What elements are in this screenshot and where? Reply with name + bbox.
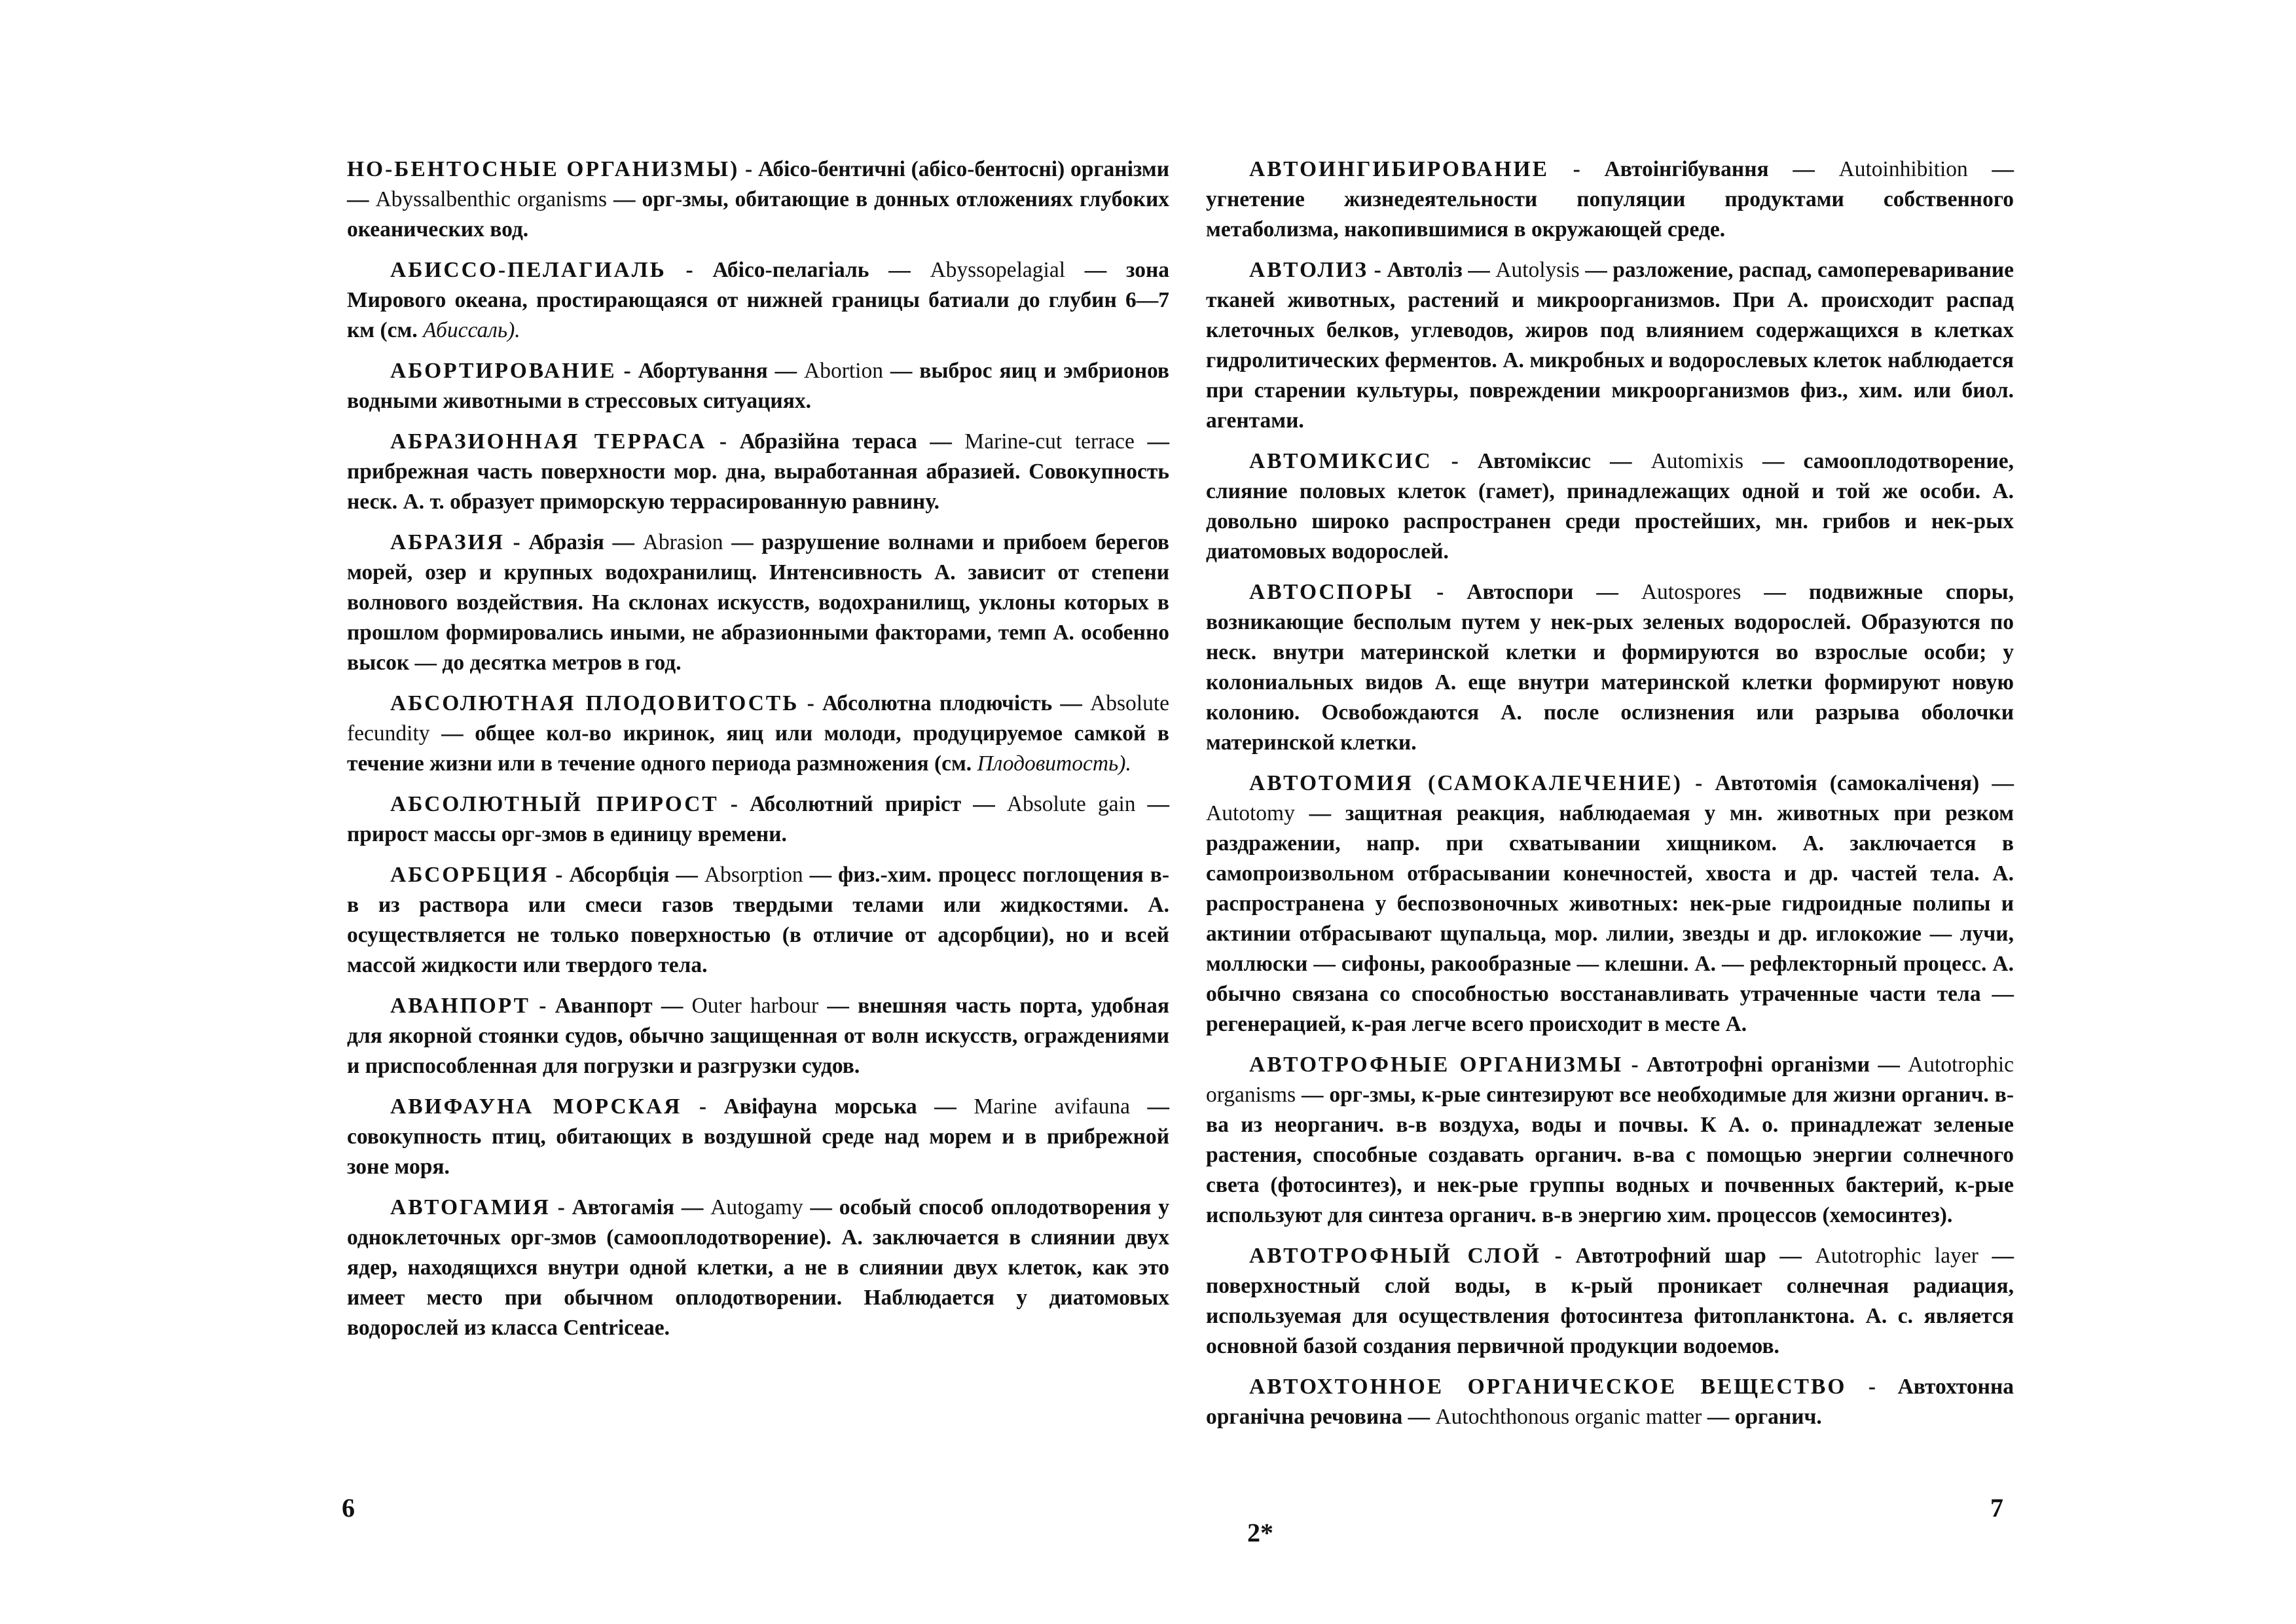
entry-english: Autotomy	[1206, 801, 1295, 825]
entry-english: Absolute gain	[1006, 792, 1136, 816]
entry-ukrainian: Автоліз	[1387, 258, 1463, 282]
entry-term: АБСОЛЮТНЫЙ ПРИРОСТ	[390, 792, 719, 816]
entry-cross-reference: Абиссаль).	[423, 318, 520, 342]
entry-term: АВТОТОМИЯ (САМОКАЛЕЧЕНИЕ)	[1249, 771, 1683, 795]
entry-term: АБРАЗИОННАЯ ТЕРРАСА	[390, 429, 707, 454]
entry-term: АВТОГАМИЯ	[390, 1195, 551, 1219]
entry-term: АБСОРБЦИЯ	[390, 863, 549, 887]
entry-english: Autoinhibition	[1838, 157, 1968, 181]
entry-definition: зона Мирового океана, простирающаяся от нижней границы батиали до глубин 6—7 км (см.	[347, 258, 1170, 342]
entry-english: Autolysis	[1495, 258, 1580, 282]
entry-english: Automixis	[1650, 449, 1744, 473]
dictionary-entry: НО-БЕНТОСНЫЕ ОРГАНИЗМЫ) - Абісо-бентичні (абісо-бентосні) організми — Abyssalbenthic organisms — орг-змы, обитающие в донных отложениях глубоких океанических вод.	[347, 157, 1170, 242]
entry-english: Absorption	[704, 863, 803, 887]
entry-definition: общее кол-во икринок, яиц или молоди, продуцируемое самкой в течение жизни или в течение одного периода размножения (см.	[347, 721, 1170, 776]
entry-definition: орг-змы, к-рые синтезируют все необходимые для жизни органич. в-ва из неорганич. в-в воздуха, воды и почвы. К А. о. принадлежат зеленые растения, способные создавать органич. в-ва с помощью энергии солнечного света (фотосинтез), и нек-рые группы водных и почвенных бактерий, к-рые используют для синтеза органич. в-в энергию хим. процессов (хемосинтез).	[1206, 1083, 2014, 1227]
entry-ukrainian: Абісо-пелагіаль	[712, 258, 869, 282]
entry-english: Abrasion	[642, 530, 723, 554]
page-number-left: 6	[342, 1493, 355, 1523]
entry-term: АВТОЛИЗ	[1249, 258, 1369, 282]
entry-english: Marine avifauna	[974, 1094, 1130, 1119]
right-column	[1206, 154, 2014, 1443]
entry-definition: особый способ оплодотворения у одноклеточных орг-змов (самооплодотворение). А. заключается в слиянии двух ядер, находящихся внутри одной клетки, а не в слиянии двух клеток, как это имеет место при обычном оплодотворении. Наблюдается у диатомовых водорослей из класса Centriceae.	[347, 1195, 1170, 1340]
entry-english: Marine-cut terrace	[964, 429, 1135, 454]
entry-term: АБСОЛЮТНАЯ ПЛОДОВИТОСТЬ	[390, 691, 799, 715]
entry-definition: разложение, распад, самопереваривание тканей животных, растений и микроорганизмов. При А. происходит распад клеточных белков, углеводов, жиров под влиянием содержащихся в клетках гидролитических ферментов. А. микробных и водорослевых клеток наблюдается при старении культуры, повреждении микроорганизмов физ., хим. или биол. агентами.	[1206, 258, 2014, 433]
entry-term: АБРАЗИЯ	[390, 530, 505, 554]
entry-definition: защитная реакция, наблюдаемая у мн. животных при резком раздражении, напр. при схватывании хищником. А. заключается в самопроизвольном отбрасывании конечностей, хвоста и др. частей тела. А. распространена у беспозвоночных животных: нек-рые гидроидные полипы и актинии отбрасывают щупальца, мор. лилии, звезды и др. иглокожие — лучи, моллюски — сифоны, ракообразные — клешни. А. — рефлекторный процесс. А. обычно связана со способностью восстанавливать утраченные части тела — регенерацией, к-рая легче всего происходит в месте А.	[1206, 801, 2014, 1036]
entry-ukrainian: Абразійна тераса	[739, 429, 917, 454]
entry-english: Autotrophic layer	[1815, 1244, 1978, 1268]
entry-definition: внешняя часть порта, удобная для якорной стоянки судов, обычно защищенная от волн искусств, ограждениями и приспособленная для погрузки и разгрузки судов.	[347, 994, 1169, 1078]
entry-definition: подвижные споры, возникающие бесполым путем у нек-рых зеленых водорослей. Образуются по неск. внутри материнской клетки и формируются во взрослые особи; у колониальных видов А. еще внутри материнской клетки формируют новую колонию. Освобождаются А. после ослизнения или разрыва оболочки материнской клетки.	[1206, 580, 2014, 755]
entry-english: Autochthonous organic matter	[1435, 1405, 1702, 1429]
dictionary-entry: АВТОТРОФНЫЕ ОРГАНИЗМЫ - Автотрофні організми — Autotrophic organisms — орг-змы, к-рые синтезируют все необходимые для жизни органич. в-ва из неорганич. в-в воздуха, воды и почвы. К А. о. принадлежат зеленые растения, способные создавать органич. в-ва с помощью энергии солнечного света (фотосинтез), и нек-рые группы водных и почвенных бактерий, к-рые используют для синтеза органич. в-в энергию хим. процессов (хемосинтез).	[1206, 1053, 2014, 1227]
dictionary-entry: АБСОЛЮТНЫЙ ПРИРОСТ - Абсолютний приріст — Absolute gain — прирост массы орг-змов в единицу времени.	[347, 792, 1170, 846]
dictionary-entry: АВТОХТОННОЕ ОРГАНИЧЕСКОЕ ВЕЩЕСТВО - Автохтонна органічна речовина — Autochthonous organic matter — органич.	[1206, 1375, 2014, 1429]
entry-term: АВТОХТОННОЕ ОРГАНИЧЕСКОЕ ВЕЩЕСТВО	[1249, 1375, 1847, 1399]
entry-definition: орг-змы, обитающие в донных отложениях глубоких океанических вод.	[347, 187, 1170, 242]
entry-term: АВАНПОРТ	[390, 994, 531, 1018]
entry-ukrainian: Авіфауна морська	[723, 1094, 917, 1119]
dictionary-entry: АВТОТОМИЯ (САМОКАЛЕЧЕНИЕ) - Автотомія (самокаліченя) — Autotomy — защитная реакция, наблюдаемая у мн. животных при резком раздражении, напр. при схватывании хищником. А. заключается в самопроизвольном отбрасывании конечностей, хвоста и др. частей тела. А. распространена у беспозвоночных животных: нек-рые гидроидные полипы и актинии отбрасывают щупальца, мор. лилии, звезды и др. иглокожие — лучи, моллюски — сифоны, ракообразные — клешни. А. — рефлекторный процесс. А. обычно связана со способностью восстанавливать утраченные части тела — регенерацией, к-рая легче всего происходит в месте А.	[1206, 771, 2014, 1036]
entry-definition: разрушение волнами и прибоем берегов морей, озер и крупных водохранилищ. Интенсивность А. зависит от степени волнового воздействия. На склонах искусств, водохранилищ, уклоны которых в прошлом формировались иными, не абразионными факторами, темп А. особенно высок — до десятка метров в год.	[347, 530, 1169, 675]
entry-definition: угнетение жизнедеятельности популяции продуктами собственного метаболизма, накопившимися в окружающей среде.	[1206, 187, 2014, 242]
entry-english: Absolute fecundity	[347, 691, 1169, 746]
dictionary-entry: АВИФАУНА МОРСКАЯ - Авіфауна морська — Marine avifauna — совокупность птиц, обитающих в воздушной среде над морем и в прибрежной зоне моря.	[347, 1094, 1169, 1179]
signature-mark: 2*	[1247, 1518, 1273, 1547]
entry-ukrainian: Абсолютна плодючість	[822, 691, 1053, 715]
dictionary-entry: АВТОГАМИЯ - Автогамія — Autogamy — особый способ оплодотворения у одноклеточных орг-змов (самооплодотворение). А. заключается в слиянии двух ядер, находящихся внутри одной клетки, а не в слиянии двух клеток, как это имеет место при обычном оплодотворении. Наблюдается у диатомовых водорослей из класса Centriceae.	[347, 1195, 1170, 1340]
entry-definition: выброс яиц и эмбрионов водными животными в стрессовых ситуациях.	[347, 359, 1170, 413]
entry-ukrainian: Абісо-бентичні (абісо-бентосні) організми	[757, 157, 1170, 181]
entry-term: АВТОИНГИБИРОВАНИЕ	[1249, 157, 1549, 181]
entry-term: АВТОТРОФНЫЕ ОРГАНИЗМЫ	[1249, 1053, 1624, 1077]
entry-term: АВТОСПОРЫ	[1249, 580, 1414, 604]
page-number-right: 7	[1990, 1493, 2003, 1523]
dictionary-entry: АВТОТРОФНЫЙ СЛОЙ - Автотрофний шар — Autotrophic layer — поверхностный слой воды, в к-рый проникает солнечная радиация, используемая для осуществления фотосинтеза фитопланктона. А. с. является основной базой создания первичной продукции водоемов.	[1206, 1244, 2014, 1358]
dictionary-entry: АВТОИНГИБИРОВАНИЕ - Автоінгібування — Autoinhibition — угнетение жизнедеятельности популяции продуктами собственного метаболизма, накопившимися в окружающей среде.	[1206, 157, 2014, 242]
entry-english: Outer harbour	[691, 994, 819, 1018]
entry-english: Abyssopelagial	[930, 258, 1065, 282]
entry-term: АБИССО-ПЕЛАГИАЛЬ	[390, 258, 666, 282]
dictionary-entry: АВТОМИКСИС - Автоміксис — Automixis — самооплодотворение, слияние половых клеток (гамет), принадлежащих одной и той же особи. А. довольно широко распространен среди простейших, мн. грибов и нек-рых диатомовых водорослей.	[1206, 449, 2014, 564]
entry-ukrainian: Автотомія (самокаліченя)	[1715, 771, 1980, 795]
dictionary-entry: АБРАЗИОННАЯ ТЕРРАСА - Абразійна тераса — Marine-cut terrace — прибрежная часть поверхности мор. дна, выработанная абразией. Совокупность неск. А. т. образует приморскую террасированную равнину.	[347, 429, 1170, 514]
entry-term: НО-БЕНТОСНЫЕ ОРГАНИЗМЫ)	[347, 157, 740, 181]
entry-ukrainian: Абсорбція	[569, 863, 670, 887]
entry-ukrainian: Автогамія	[572, 1195, 675, 1219]
entry-ukrainian: Автотрофні організми	[1646, 1053, 1870, 1077]
dictionary-entry: АВТОЛИЗ - Автоліз — Autolysis — разложение, распад, самопереваривание тканей животных, растений и микроорганизмов. При А. происходит распад клеточных белков, углеводов, жиров под влиянием содержащихся в клетках гидролитических ферментов. А. микробных и водорослевых клеток наблюдается при старении культуры, повреждении микроорганизмов физ., хим. или биол. агентами.	[1206, 258, 2014, 433]
entry-term: АВИФАУНА МОРСКАЯ	[390, 1094, 682, 1119]
entry-cross-reference: Плодовитость).	[977, 751, 1131, 776]
entry-ukrainian: Автоспори	[1467, 580, 1574, 604]
entry-ukrainian: Автотрофний шар	[1575, 1244, 1766, 1268]
entry-ukrainian: Автоміксис	[1477, 449, 1592, 473]
left-column	[347, 154, 1169, 1354]
dictionary-entry: АБСОЛЮТНАЯ ПЛОДОВИТОСТЬ - Абсолютна плодючість — Absolute fecundity — общее кол-во икринок, яиц или молоди, продуцируемое самкой в течение жизни или в течение одного периода размножения (см. Плодовитость).	[347, 691, 1170, 776]
entry-english: Autospores	[1641, 580, 1741, 604]
entry-ukrainian: Автоінгібування	[1604, 157, 1769, 181]
entry-ukrainian: Аванпорт	[555, 994, 653, 1018]
dictionary-entry: АБОРТИРОВАНИЕ - Абортування — Abortion — выброс яиц и эмбрионов водными животными в стрессовых ситуациях.	[347, 359, 1170, 413]
entry-definition: поверхностный слой воды, в к-рый проникает солнечная радиация, используемая для осуществления фотосинтеза фитопланктона. А. с. является основной базой создания первичной продукции водоемов.	[1206, 1274, 2014, 1358]
dictionary-entry: АВАНПОРТ - Аванпорт — Outer harbour — внешняя часть порта, удобная для якорной стоянки судов, обычно защищенная от волн искусств, ограждениями и приспособленная для погрузки и разгрузки судов.	[347, 994, 1169, 1078]
entry-definition: физ.-хим. процесс поглощения в-в из раствора или смеси газов твердыми телами или жидкостями. А. осуществляется не только поверхностью (в отличие от адсорбции), но и всей массой жидкости или твердого тела.	[347, 863, 1170, 977]
entry-definition: органич.	[1734, 1405, 1822, 1429]
dictionary-entry: АБСОРБЦИЯ - Абсорбція — Absorption — физ.-хим. процесс поглощения в-в из раствора или смеси газов твердыми телами или жидкостями. А. осуществляется не только поверхностью (в отличие от адсорбции), но и всей массой жидкости или твердого тела.	[347, 863, 1170, 977]
entry-english: Abyssalbenthic organisms	[375, 187, 608, 211]
entry-definition: прирост массы орг-змов в единицу времени.	[347, 822, 787, 846]
entry-definition: самооплодотворение, слияние половых клеток (гамет), принадлежащих одной и той же особи. А. довольно широко распространен среди простейших, мн. грибов и нек-рых диатомовых водорослей.	[1206, 449, 2014, 564]
entry-term: АБОРТИРОВАНИЕ	[390, 359, 617, 383]
entry-english: Autotrophic organisms	[1206, 1053, 2014, 1107]
entry-ukrainian: Абортування	[638, 359, 768, 383]
entry-term: АВТОМИКСИС	[1249, 449, 1432, 473]
entry-definition: совокупность птиц, обитающих в воздушной среде над морем и в прибрежной зоне моря.	[347, 1125, 1169, 1179]
entry-english: Autogamy	[710, 1195, 803, 1219]
dictionary-entry: АБРАЗИЯ - Абразія — Abrasion — разрушение волнами и прибоем берегов морей, озер и крупных водохранилищ. Интенсивность А. зависит от степени волнового воздействия. На склонах искусств, водохранилищ, уклоны которых в прошлом формировались иными, не абразионными факторами, темп А. особенно высок — до десятка метров в год.	[347, 530, 1169, 675]
entry-ukrainian: Абсолютний приріст	[750, 792, 962, 816]
entry-term: АВТОТРОФНЫЙ СЛОЙ	[1249, 1244, 1541, 1268]
entry-ukrainian: Абразія	[528, 530, 604, 554]
entry-ukrainian: Автохтонна органічна речовина	[1206, 1375, 2014, 1429]
entry-definition: прибрежная часть поверхности мор. дна, выработанная абразией. Совокупность неск. А. т. образует приморскую террасированную равнину.	[347, 460, 1169, 514]
entry-english: Abortion	[804, 359, 883, 383]
dictionary-entry: АВТОСПОРЫ - Автоспори — Autospores — подвижные споры, возникающие бесполым путем у нек-рых зеленых водорослей. Образуются по неск. внутри материнской клетки и формируются во взрослые особи; у колониальных видов А. еще внутри материнской клетки формируют новую колонию. Освобождаются А. после ослизнения или разрыва оболочки материнской клетки.	[1206, 580, 2014, 755]
dictionary-entry: АБИССО-ПЕЛАГИАЛЬ - Абісо-пелагіаль — Abyssopelagial — зона Мирового океана, простирающаяся от нижней границы батиали до глубин 6—7 км (см. Абиссаль).	[347, 258, 1170, 342]
